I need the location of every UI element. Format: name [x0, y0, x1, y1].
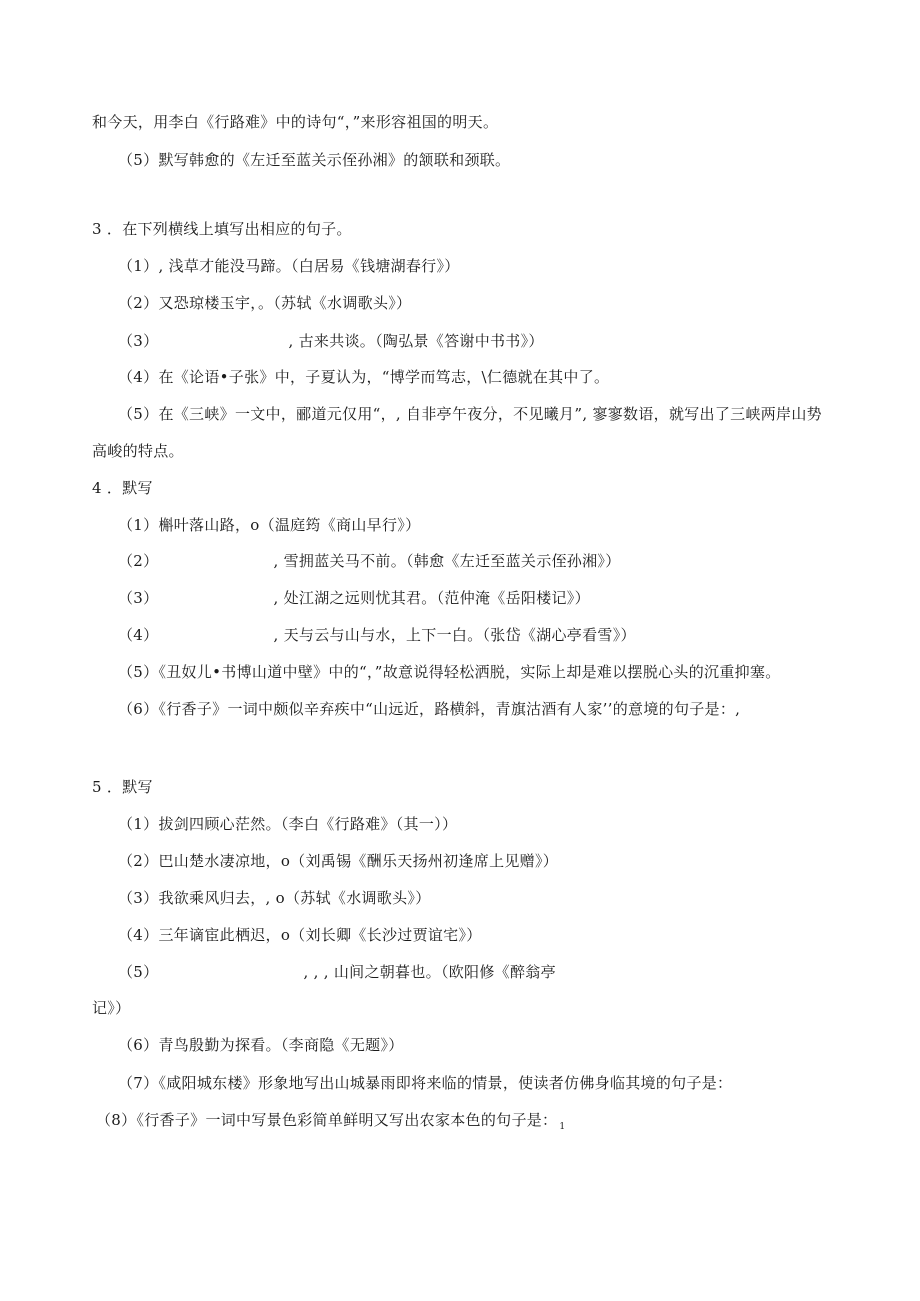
- question-3-4: （4）在《论语•子张》中，子夏认为，“博学而笃志，\仁德就在其中了。: [118, 368, 610, 386]
- question-5-heading: 5 ．默写: [92, 778, 153, 796]
- question-3-2: （2）又恐琼楼玉宇，。（苏轼《水调歌头》）: [118, 294, 412, 312]
- item-text: , , , 山间之朝暮也。（欧阳修《醉翁亭: [303, 963, 556, 981]
- question-5-4: （4）三年谪宦此栖迟，o（刘长卿《长沙过贾谊宅》）: [118, 926, 482, 944]
- question-3-heading: 3 ．在下列横线上填写出相应的句子。: [92, 220, 352, 238]
- item-number: （3）: [118, 332, 159, 350]
- question-5-6: （6）青鸟殷勤为探看。（李商隐《无题》）: [118, 1036, 404, 1054]
- question-4-heading: 4 ．默写: [92, 479, 153, 497]
- item-text: , 处江湖之远则忧其君。（范仲淹《岳阳楼记》）: [273, 589, 590, 607]
- question-4-1: （1）槲叶落山路，o（温庭筠《商山早行》）: [118, 516, 421, 534]
- item-text: , 雪拥蓝关马不前。（韩愈《左迁至蓝关示侄孙湘》）: [273, 552, 621, 570]
- question-5-2: （2）巴山楚水凄凉地，o（刘禹锡《酬乐天扬州初逢席上见赠》）: [118, 852, 559, 870]
- question-4-2: [118, 551, 621, 571]
- footnote-mark: 1: [559, 1122, 566, 1132]
- item-number: （2）: [118, 552, 159, 570]
- item-text: , 古来共谈。（陶弘景《答谢中书书》）: [288, 332, 544, 350]
- item-text: （8）《行香子》一词中写景色彩简单鲜明又写出农家本色的句子是：: [96, 1111, 558, 1129]
- question-5-3: （3）我欲乘风归去，, o（苏轼《水调歌头》）: [118, 889, 431, 907]
- question-2-5: （5）默写韩愈的《左迁至蓝关示侄孙湘》的颔联和颈联。: [118, 151, 511, 169]
- item-number: （4）: [118, 626, 159, 644]
- question-5-7: （7）《咸阳城东楼》形象地写出山城暴雨即将来临的情景，使读者仿佛身临其境的句子是：: [118, 1074, 733, 1092]
- item-text: , 天与云与山与水，上下一白。（张岱《湖心亭看雪》）: [273, 626, 636, 644]
- question-5-8: [96, 1110, 565, 1137]
- question-5-5: [118, 962, 556, 982]
- item-number: （5）: [118, 963, 159, 981]
- question-5-5-continued: 记》）: [92, 999, 131, 1017]
- question-4-5: （5）《丑奴儿•书博山道中壁》中的“，”故意说得轻松洒脱，实际上却是难以摆脱心头的沉重抑塞。: [118, 663, 781, 681]
- question-3-1: （1）, 浅草才能没马蹄。（白居易《钱塘湖春行》）: [118, 257, 460, 275]
- item-number: （3）: [118, 589, 159, 607]
- question-4-6: （6）《行香子》一词中颇似辛弃疾中“山远近，路横斜，青旗沽酒有人家’’的意境的句子是：,: [118, 700, 741, 718]
- question-5-1: （1）拔剑四顾心茫然。（李白《行路难》（其一））: [118, 815, 458, 833]
- question-4-3: [118, 588, 590, 608]
- question-3-3: [118, 331, 544, 351]
- question-3-5: （5）在《三峡》一文中，郦道元仅用“，, 自非亭午夜分，不见曦月”, 寥寥数语，就写出了三峡两岸山势: [118, 405, 822, 423]
- question-4-4: [118, 625, 636, 645]
- text-line: 和今天，用李白《行路难》中的诗句“，”来形容祖国的明天。: [92, 113, 499, 131]
- question-3-5-continued: 高峻的特点。: [92, 442, 184, 460]
